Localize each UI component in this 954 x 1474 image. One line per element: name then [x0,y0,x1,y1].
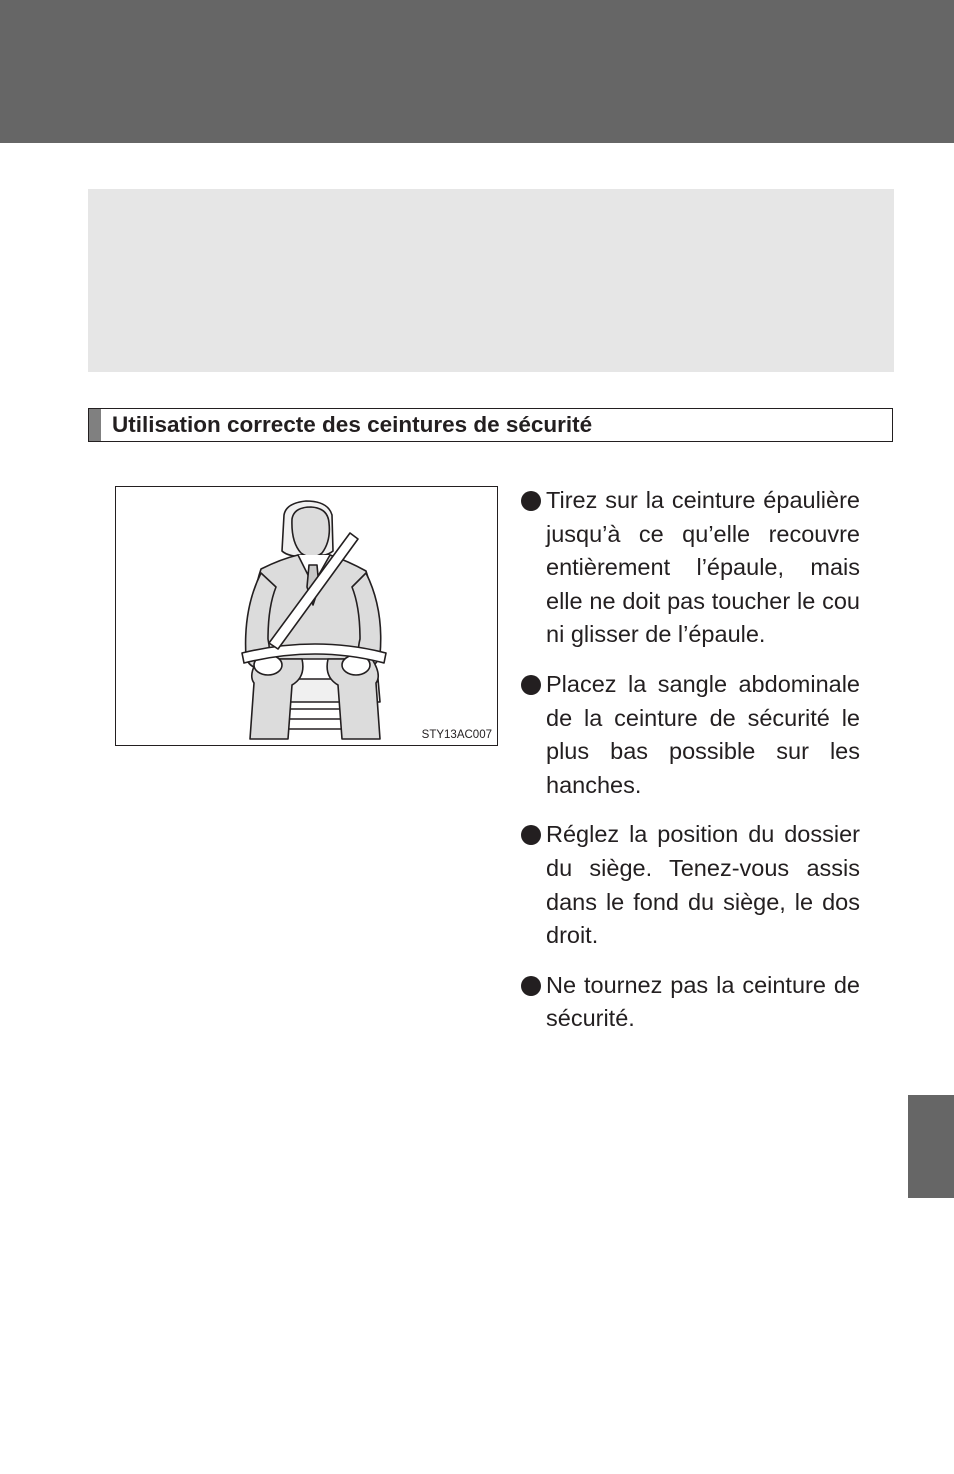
seatbelt-figure [115,486,498,746]
bullet-icon [521,825,541,845]
section-title: Utilisation correcte des ceintures de sécurité [112,412,593,437]
list-item [520,484,860,652]
heading-marker [89,409,101,441]
bullet-icon [521,976,541,996]
bullet-icon [521,491,541,511]
info-box [88,189,894,372]
bullet-icon [521,675,541,695]
figure-code: STY13AC007 [421,729,492,741]
seated-person-seatbelt-illustration [116,487,497,745]
list-item [520,818,860,952]
chapter-tab [908,1095,954,1198]
list-item-text: Placez la sangle abdominale de la ceinture de sécurité le plus bas possible sur les hanches. [546,670,860,798]
list-item [520,668,860,802]
list-item-text: Réglez la position du dossier du siège. Tenez-vous assis dans le fond du siège, le dos droit. [546,821,860,949]
list-item-text: Tirez sur la ceinture épaulière jusqu’à ce qu’elle recouvre entièrement l’épaule, mais elle ne doit pas toucher le cou ni glisser de l’épaule. [546,487,860,648]
section-heading [88,408,893,442]
instruction-list [520,484,860,1052]
list-item-text: Ne tournez pas la ceinture de sécurité. [546,971,860,1032]
list-item [520,969,860,1036]
header-bar [0,0,954,143]
